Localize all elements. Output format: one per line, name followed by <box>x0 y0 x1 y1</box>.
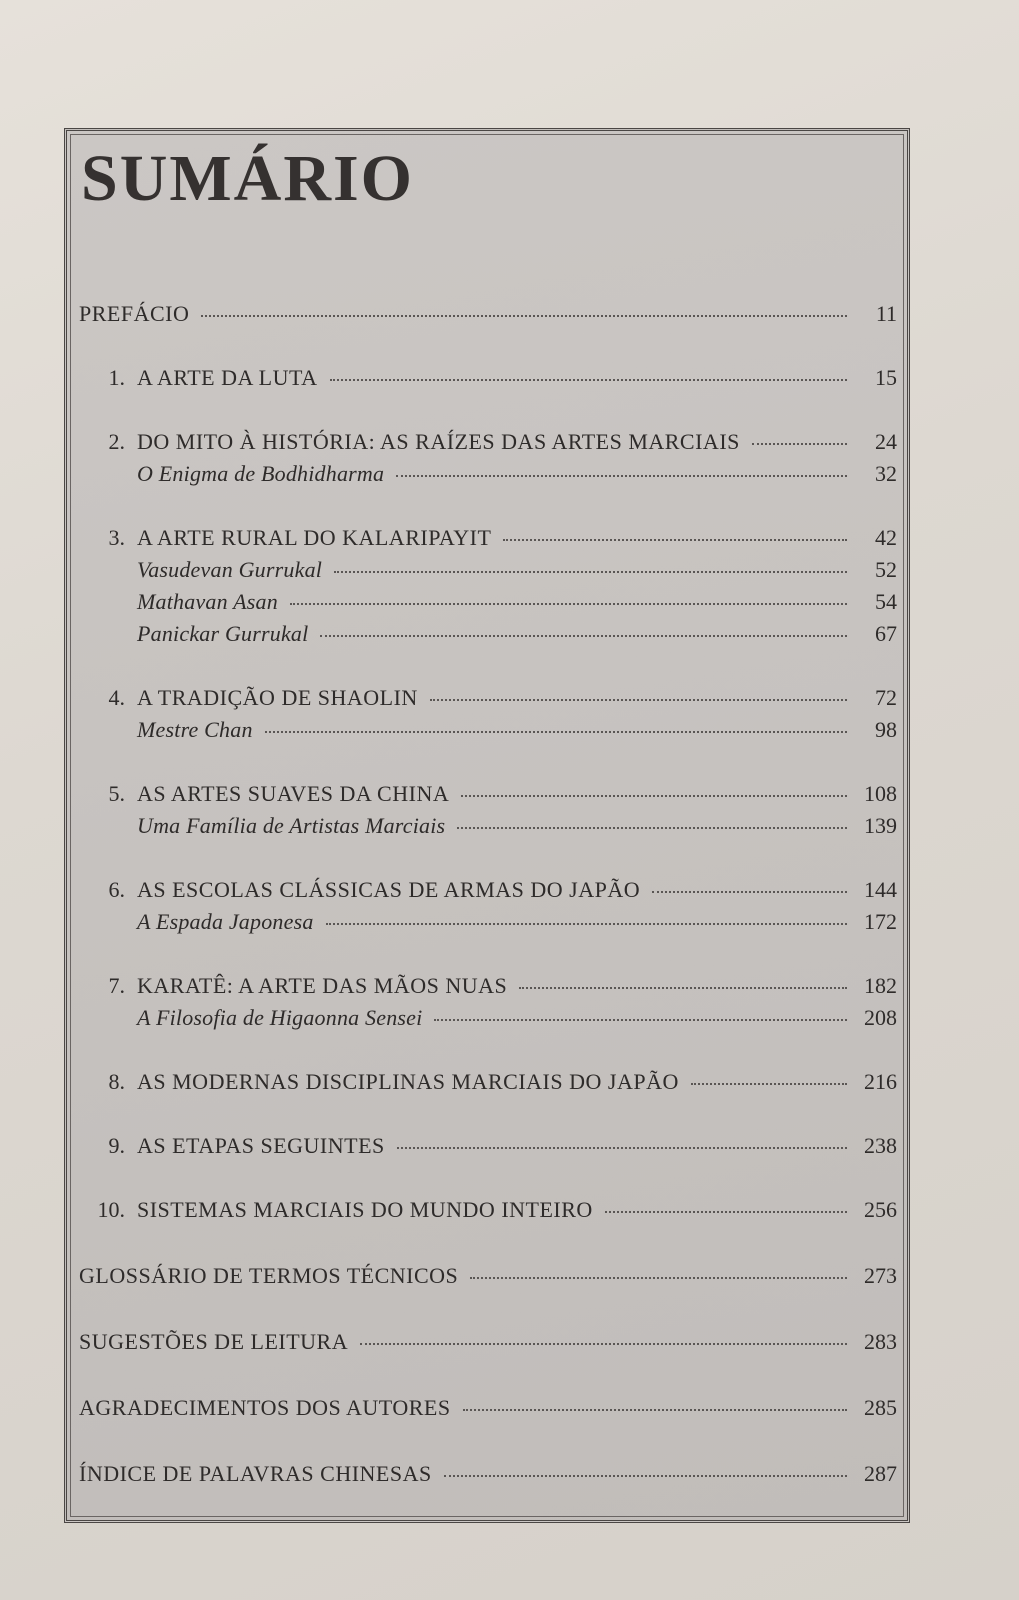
page-number: 108 <box>864 781 897 806</box>
chapter-number: 5. <box>108 781 125 806</box>
page-number: 283 <box>864 1329 897 1354</box>
chapter-number: 4. <box>108 685 125 710</box>
entry-title: SUGESTÕES DE LEITURA <box>79 1329 349 1354</box>
page-number: 273 <box>864 1263 897 1288</box>
subentry-title: Uma Família de Artistas Marciais <box>137 813 446 838</box>
entry-title: AS ETAPAS SEGUINTES <box>137 1133 385 1158</box>
dot-leader <box>605 1211 847 1213</box>
dot-leader <box>430 699 847 701</box>
entry-title: AS ARTES SUAVES DA CHINA <box>137 781 450 806</box>
toc-subentry <box>79 909 897 941</box>
dot-leader <box>519 987 847 989</box>
dot-leader <box>326 923 847 925</box>
toc-entry <box>79 1329 897 1361</box>
entry-title: A ARTE DA LUTA <box>137 365 318 390</box>
page-number: 72 <box>875 685 897 710</box>
toc-entry <box>79 525 897 557</box>
page-number: 139 <box>864 813 897 838</box>
dot-leader <box>463 1409 847 1411</box>
chapter-number: 10. <box>97 1197 125 1222</box>
page-number: 208 <box>864 1005 897 1030</box>
toc-entry <box>79 429 897 461</box>
subentry-title: Panickar Gurrukal <box>137 621 309 646</box>
page-number: 172 <box>864 909 897 934</box>
entry-title: AS MODERNAS DISCIPLINAS MARCIAIS DO JAPÃO <box>137 1069 679 1094</box>
page-number: 24 <box>875 429 897 454</box>
toc-entry <box>79 1069 897 1101</box>
dot-leader <box>461 795 847 797</box>
toc-entry <box>79 1263 897 1295</box>
page-number: 216 <box>864 1069 897 1094</box>
page-number: 32 <box>875 461 897 486</box>
entry-title: A ARTE RURAL DO KALARIPAYIT <box>137 525 492 550</box>
dot-leader <box>652 891 847 893</box>
chapter-number: 7. <box>108 973 125 998</box>
page-number: 98 <box>875 717 897 742</box>
dot-leader <box>334 571 847 573</box>
page-number: 144 <box>864 877 897 902</box>
chapter-number: 3. <box>108 525 125 550</box>
dot-leader <box>691 1083 847 1085</box>
dot-leader <box>265 731 847 733</box>
chapter-number: 1. <box>108 365 125 390</box>
toc-subentry <box>79 717 897 749</box>
entry-title: PREFÁCIO <box>79 301 190 326</box>
entry-title: DO MITO À HISTÓRIA: AS RAÍZES DAS ARTES MARCIAIS <box>137 429 740 454</box>
toc-entry <box>79 1461 897 1493</box>
toc-subentry <box>79 461 897 493</box>
toc-subentry <box>79 557 897 589</box>
subentry-title: O Enigma de Bodhidharma <box>137 461 385 486</box>
dot-leader <box>320 635 847 637</box>
dot-leader <box>457 827 847 829</box>
dot-leader <box>752 443 847 445</box>
page-number: 285 <box>864 1395 897 1420</box>
toc-entry <box>79 1395 897 1427</box>
toc-entry <box>79 1197 897 1229</box>
subentry-title: A Filosofia de Higaonna Sensei <box>137 1005 423 1030</box>
dot-leader <box>397 1147 847 1149</box>
entry-title: A TRADIÇÃO DE SHAOLIN <box>137 685 418 710</box>
page-number: 182 <box>864 973 897 998</box>
page-number: 238 <box>864 1133 897 1158</box>
entry-title: KARATÊ: A ARTE DAS MÃOS NUAS <box>137 973 508 998</box>
dot-leader <box>396 475 847 477</box>
toc-subentry <box>79 813 897 845</box>
subentry-title: A Espada Japonesa <box>137 909 314 934</box>
chapter-number: 2. <box>108 429 125 454</box>
entry-title: GLOSSÁRIO DE TERMOS TÉCNICOS <box>79 1263 459 1288</box>
dot-leader <box>470 1277 847 1279</box>
page-number: 11 <box>875 301 897 326</box>
dot-leader <box>290 603 847 605</box>
dot-leader <box>434 1019 847 1021</box>
chapter-number: 8. <box>108 1069 125 1094</box>
dot-leader <box>201 315 847 317</box>
toc-subentry <box>79 589 897 621</box>
toc-entry <box>79 685 897 717</box>
toc-entry <box>79 365 897 397</box>
subentry-title: Vasudevan Gurrukal <box>137 557 323 582</box>
toc-entry <box>79 877 897 909</box>
entry-title: AS ESCOLAS CLÁSSICAS DE ARMAS DO JAPÃO <box>137 877 641 902</box>
subentry-title: Mathavan Asan <box>137 589 278 614</box>
page-number: 52 <box>875 557 897 582</box>
entry-title: SISTEMAS MARCIAIS DO MUNDO INTEIRO <box>137 1197 593 1222</box>
page-number: 256 <box>864 1197 897 1222</box>
page-number: 42 <box>875 525 897 550</box>
page-title: SUMÁRIO <box>81 142 415 215</box>
toc-entry <box>79 301 897 333</box>
subentry-title: Mestre Chan <box>137 717 253 742</box>
toc-subentry <box>79 1005 897 1037</box>
entry-title: AGRADECIMENTOS DOS AUTORES <box>79 1395 451 1420</box>
toc-entry <box>79 781 897 813</box>
dot-leader <box>360 1343 847 1345</box>
toc-subentry <box>79 621 897 653</box>
page-number: 67 <box>875 621 897 646</box>
entry-title: ÍNDICE DE PALAVRAS CHINESAS <box>79 1461 432 1486</box>
table-of-contents <box>64 128 910 1523</box>
toc-entry <box>79 973 897 1005</box>
dot-leader <box>503 539 847 541</box>
dot-leader <box>444 1475 847 1477</box>
toc-entry <box>79 1133 897 1165</box>
chapter-number: 9. <box>108 1133 125 1158</box>
page-number: 54 <box>875 589 897 614</box>
dot-leader <box>330 379 847 381</box>
chapter-number: 6. <box>108 877 125 902</box>
page-number: 15 <box>875 365 897 390</box>
page-number: 287 <box>864 1461 897 1486</box>
